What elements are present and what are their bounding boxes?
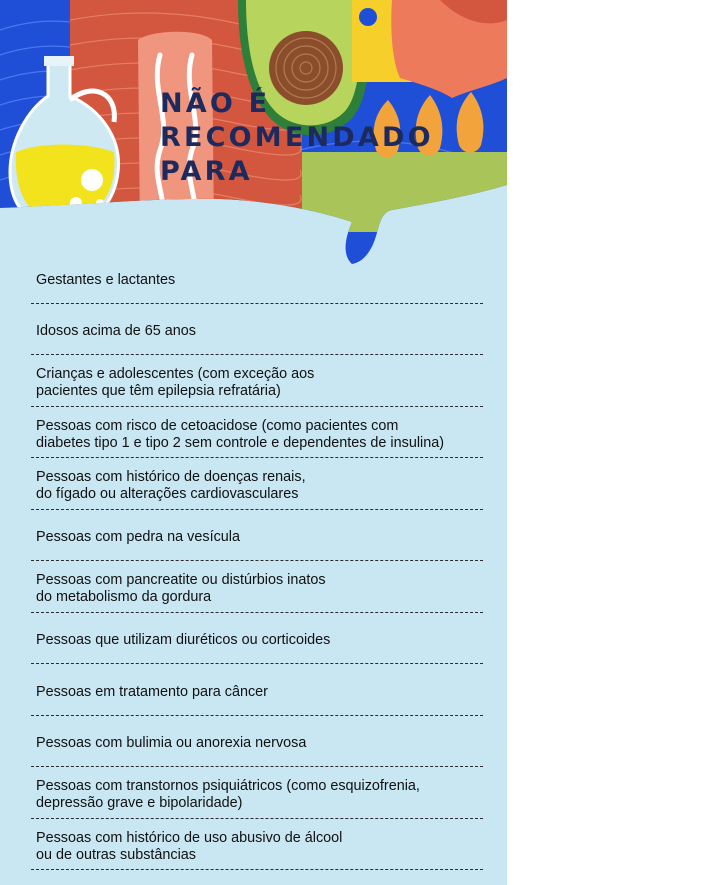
contraindication-list [31,252,483,870]
list-item: Gestantes e lactantes [31,252,483,304]
list-item: Pessoas com histórico de doenças renais, do fígado ou alterações cardiovasculares [31,458,483,510]
list-item: Pessoas com transtornos psiquiátricos (como esquizofrenia, depressão grave e bipolaridade) [31,767,483,819]
list-item: Pessoas com pancreatite ou distúrbios inatos do metabolismo da gordura [31,561,483,613]
list-item: Idosos acima de 65 anos [31,304,483,356]
page-title: NÃO É RECOMENDADO PARA [160,88,434,187]
list-item: Pessoas com histórico de uso abusivo de álcool ou de outras substâncias [31,819,483,871]
list-item: Pessoas que utilizam diuréticos ou corticoides [31,613,483,665]
list-item: Crianças e adolescentes (com exceção aos pacientes que têm epilepsia refratária) [31,355,483,407]
list-item: Pessoas com bulimia ou anorexia nervosa [31,716,483,768]
list-item: Pessoas com pedra na vesícula [31,510,483,562]
list-item: Pessoas com risco de cetoacidose (como pacientes com diabetes tipo 1 e tipo 2 sem controle e dependentes de insulina) [31,407,483,459]
list-item: Pessoas em tratamento para câncer [31,664,483,716]
